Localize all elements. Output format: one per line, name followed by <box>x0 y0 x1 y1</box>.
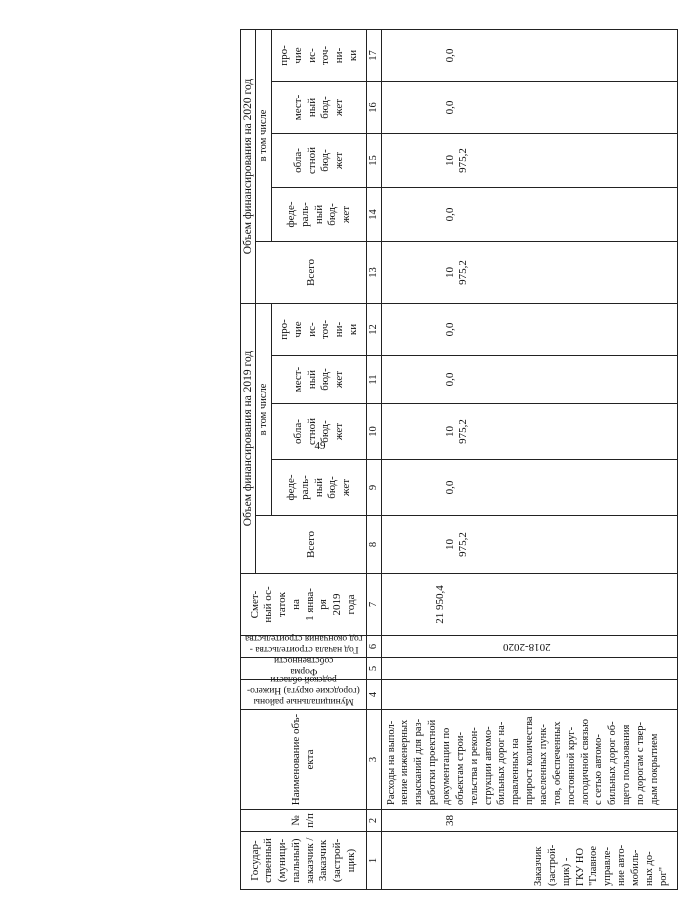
header-2020-including: в том числе <box>256 29 272 241</box>
column-number: 6 <box>367 636 381 658</box>
header-municipality-text: Муниципальные районы (городские округа) Нижего- родской области <box>247 674 361 706</box>
row-estimate: 21 950,4 <box>381 574 677 636</box>
column-number: 9 <box>367 460 381 516</box>
header-2019-local: мест- ный бюд- жет <box>272 356 367 404</box>
column-number: 12 <box>367 303 381 355</box>
column-number-row <box>367 29 381 889</box>
header-years-text: Год начала строительства - год окончания строительства <box>245 633 363 654</box>
row-object-name: Расходы на выпол- нение инженерных изысканий для раз- работки проектной документации по объектам строи- тельства и рекон- струкции автомо- бильных дорог на- правленных на прирост количества населенных пунк- тов, обеспеченных постоянной круг- логодичной связью с сетью автомо- бильных дорог об- щего пользования по дорогам с твер- дым покрытием <box>381 710 677 810</box>
column-number: 8 <box>367 516 381 574</box>
row-2019-total: 10 975,2 <box>381 516 677 574</box>
column-number: 4 <box>367 680 381 710</box>
header-2020-total: Всего <box>256 241 367 303</box>
row-2020-federal: 0,0 <box>381 187 677 241</box>
header-ownership-text: Форма собственности <box>274 655 334 676</box>
financing-table <box>240 29 678 890</box>
page-number: 49 <box>314 440 326 452</box>
header-2020-other: про- чие ис- точ- ни- ки <box>272 29 367 81</box>
row-2019-regional: 10 975,2 <box>381 404 677 460</box>
header-2019-including: в том числе <box>256 303 272 515</box>
header-2020-local: мест- ный бюд- жет <box>272 81 367 133</box>
header-number: № п/п <box>241 810 367 832</box>
header-municipality <box>241 674 367 710</box>
header-funding-2019: Объем финансирования на 2019 год <box>241 303 256 573</box>
column-number: 1 <box>367 832 381 890</box>
header-2019-other: про- чие ис- точ- ни- ки <box>272 303 367 355</box>
header-years <box>241 633 367 658</box>
header-2019-federal: феде- раль- ный бюд- жет <box>272 460 367 516</box>
header-2020-regional: обла- стной бюд- жет <box>272 133 367 187</box>
rotated-table-sheet <box>240 30 669 890</box>
row-2020-total: 10 975,2 <box>381 241 677 303</box>
row-2020-other: 0,0 <box>381 29 677 81</box>
row-number: 38 <box>381 810 677 832</box>
header-customer: Государ- ственный (муници- пальный) заказчик / Заказчик (застрой- щик) <box>241 832 367 890</box>
column-number: 13 <box>367 241 381 303</box>
column-number: 10 <box>367 404 381 460</box>
column-number: 11 <box>367 356 381 404</box>
row-years <box>381 636 677 658</box>
column-number: 2 <box>367 810 381 832</box>
row-2019-federal: 0,0 <box>381 460 677 516</box>
header-funding-2020: Объем финансирования на 2020 год <box>241 29 256 303</box>
row-2019-other: 0,0 <box>381 303 677 355</box>
column-number: 15 <box>367 133 381 187</box>
column-number: 7 <box>367 574 381 636</box>
column-number: 16 <box>367 81 381 133</box>
row-2020-regional: 10 975,2 <box>381 133 677 187</box>
column-number: 5 <box>367 658 381 680</box>
row-years-text: 2018-2020 <box>502 641 551 654</box>
row-ownership <box>381 658 677 680</box>
column-number: 17 <box>367 29 381 81</box>
header-object-name: Наименование объ- екта <box>241 710 367 810</box>
header-estimate: Смет- ный ос- таток на 1 янва- ря 2019 года <box>241 574 367 636</box>
header-2019-total: Всего <box>256 516 367 574</box>
table-row <box>381 29 677 889</box>
row-2019-local: 0,0 <box>381 356 677 404</box>
column-number: 14 <box>367 187 381 241</box>
row-2020-local: 0,0 <box>381 81 677 133</box>
header-2019-regional: обла- стной бюд- жет <box>272 404 367 460</box>
row-municipality <box>381 680 677 710</box>
row-customer: Заказчик (застрой- щик) - ГКУ НО "Главное управле- ние авто- мобиль- ных до- рог" <box>381 832 677 890</box>
header-2020-federal: феде- раль- ный бюд- жет <box>272 187 367 241</box>
column-number: 3 <box>367 710 381 810</box>
